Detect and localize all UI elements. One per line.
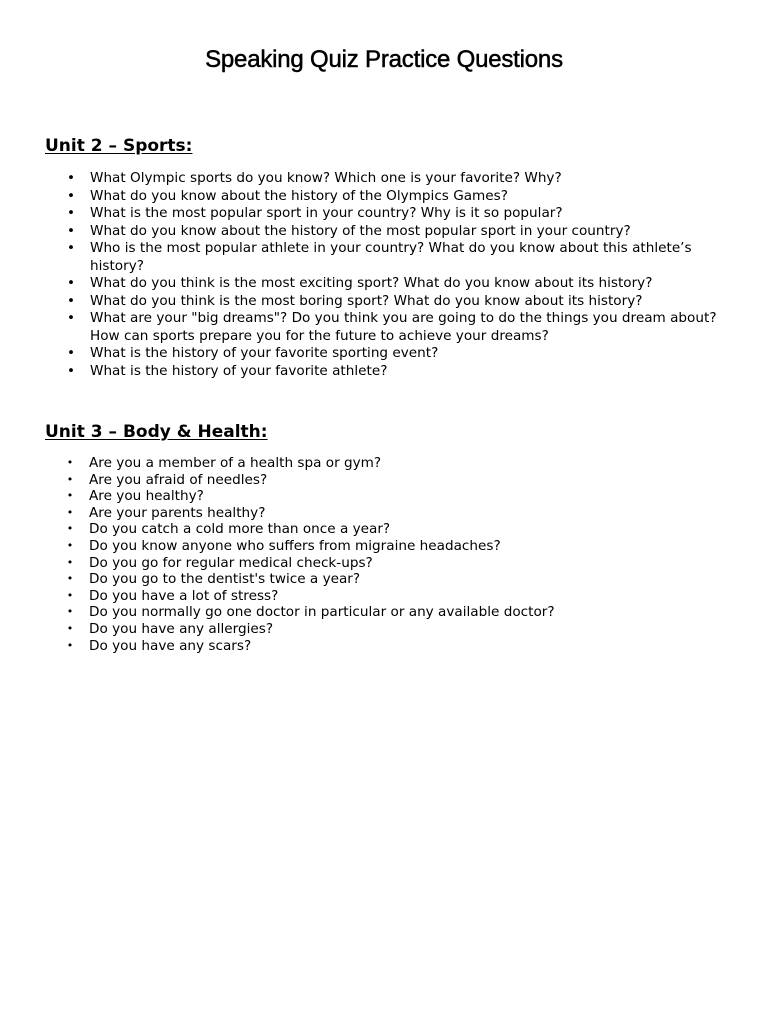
question-text: Do you catch a cold more than once a year? (89, 521, 391, 538)
list-item (66, 587, 729, 605)
bullet-icon: • (66, 222, 76, 239)
question-text: Do you normally go one doctor in particular or any available doctor? (89, 604, 555, 621)
question-text: Do you have any allergies? (89, 620, 274, 637)
question-text: Are you healthy? (89, 488, 204, 505)
list-item (66, 187, 730, 206)
list-item (66, 637, 729, 655)
bullet-icon: • (66, 205, 76, 221)
bullet-icon: • (66, 505, 74, 519)
list-item (66, 455, 729, 472)
section-heading-unit-3: Unit 3 – Body & Health: (45, 422, 268, 442)
bullet-icon: • (66, 292, 76, 309)
question-text: What do you know about the history of the Olympics Games? (90, 187, 508, 204)
question-text: What Olympic sports do you know? Which one is your favorite? Why? (90, 170, 562, 186)
bullet-icon: • (66, 362, 76, 379)
question-text: What do you think is the most exciting sport? What do you know about its history? (90, 275, 653, 291)
question-text: What is the history of your favorite athlete? (90, 362, 388, 379)
bullet-icon: • (66, 572, 74, 586)
bullet-icon: • (66, 621, 74, 635)
bullet-icon: • (66, 538, 74, 552)
bullet-icon: • (66, 555, 74, 569)
page-title: Speaking Quiz Practice Questions (205, 46, 563, 73)
section-heading-unit-2: Unit 2 – Sports: (45, 136, 193, 156)
list-item (66, 292, 730, 311)
bullet-icon: • (66, 638, 74, 652)
bullet-icon: • (66, 605, 74, 619)
bullet-icon: • (66, 489, 74, 503)
list-item (66, 310, 730, 345)
question-list-unit-2 (66, 170, 730, 380)
question-text: What is the most popular sport in your country? Why is it so popular? (90, 205, 563, 221)
list-item (66, 240, 730, 275)
bullet-icon: • (66, 187, 76, 204)
list-item (66, 362, 730, 381)
bullet-icon: • (66, 588, 74, 602)
bullet-icon: • (66, 170, 76, 186)
bullet-icon: • (66, 345, 76, 361)
question-list-unit-3 (66, 455, 729, 654)
list-item (66, 488, 729, 505)
list-item (66, 471, 729, 489)
bullet-icon: • (66, 240, 76, 256)
question-text: Do you go for regular medical check-ups? (89, 554, 373, 571)
bullet-icon: • (66, 472, 74, 486)
question-text: Do you know anyone who suffers from migraine headaches? (89, 537, 501, 554)
question-text: What is the history of your favorite sporting event? (90, 345, 439, 361)
list-item (66, 571, 729, 588)
list-item (66, 521, 729, 538)
list-item (66, 222, 730, 241)
list-item (66, 604, 729, 621)
question-text: Do you go to the dentist's twice a year? (89, 571, 361, 588)
list-item (66, 620, 729, 638)
question-text: What are your "big dreams"? Do you think you are going to do the things you dream about? How can sports prepare you for the future to achieve your dreams? (90, 310, 717, 344)
question-text: What do you think is the most boring sport? What do you know about its history? (90, 292, 643, 309)
question-text: Do you have a lot of stress? (89, 587, 279, 604)
list-item (66, 345, 730, 363)
list-item (66, 537, 729, 555)
bullet-icon: • (66, 310, 76, 326)
question-text: What do you know about the history of the most popular sport in your country? (90, 222, 631, 239)
list-item (66, 205, 730, 223)
question-text: Are your parents healthy? (89, 504, 266, 521)
question-text: Are you afraid of needles? (89, 471, 268, 488)
list-item (66, 504, 729, 522)
bullet-icon: • (66, 522, 74, 536)
list-item (66, 170, 730, 188)
question-text: Do you have any scars? (89, 637, 252, 654)
list-item (66, 554, 729, 572)
bullet-icon: • (66, 275, 76, 291)
bullet-icon: • (66, 456, 74, 469)
question-text: Are you a member of a health spa or gym? (89, 455, 382, 471)
list-item (66, 275, 730, 293)
question-text: Who is the most popular athlete in your country? What do you know about this athlete’s history? (90, 240, 692, 274)
